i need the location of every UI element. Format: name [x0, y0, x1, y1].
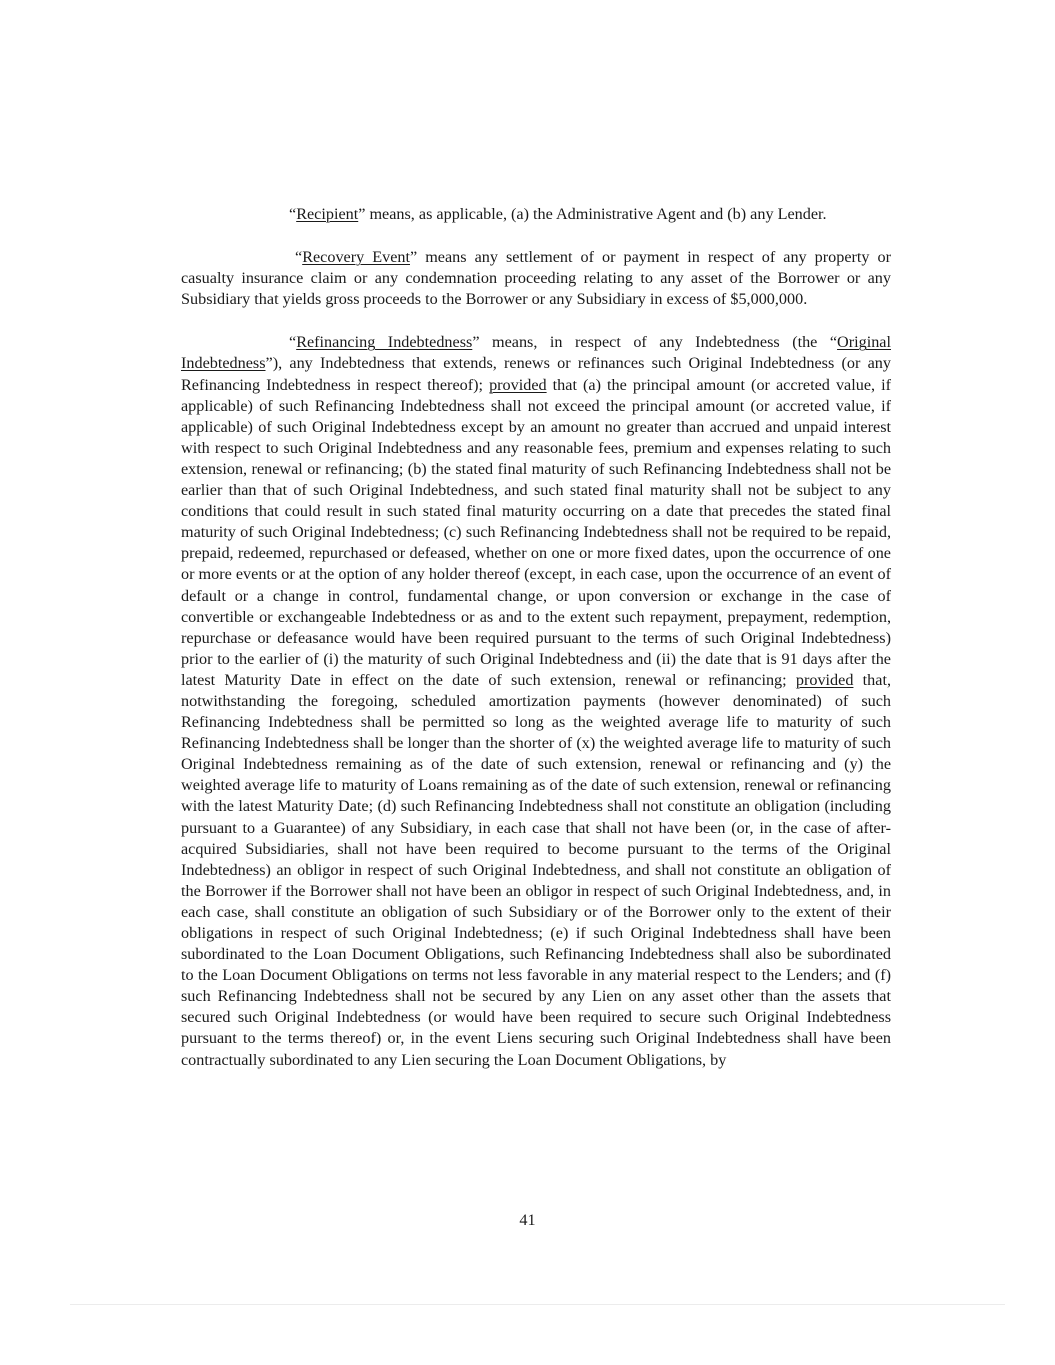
- page-divider: [70, 1304, 1005, 1305]
- definition-text: ” means, as applicable, (a) the Administrative Agent and (b) any Lender.: [358, 205, 827, 223]
- definition-text: that, notwithstanding the foregoing, scheduled amortization payments (however denominated) of such Refinancing Indebtedness shall be permitted so long as the weighted average life to maturity of such Refinancing Indebtedness shall be longer than the shorter of (x) the weighted average life to maturity of such Original Indebtedness remaining as of the date of such extension, renewal or refinancing and (y) the weighted average life to maturity of Loans remaining as of the date of such extension, renewal or refinancing with the latest Maturity Date; (d) such Refinancing Indebtedness shall not constitute an obligation (including pursuant to a Guarantee) of any Subsidiary, in each case that shall not have been (or, in the case of after-acquired Subsidiaries, shall not have been required to become pursuant to the terms of the Original Indebtedness) an obligor in respect of such Original Indebtedness, and shall not constitute an obligation of the Borrower if the Borrower shall not have been an obligor in respect of such Original Indebtedness, and, in each case, shall constitute an obligation of such Subsidiary or of the Borrower only to the extent of their obligations in respect of such Original Indebtedness; (e) if such Original Indebtedness shall have been subordinated to the Loan Document Obligations, such Refinancing Indebtedness shall also be subordinated to the Loan Document Obligations on terms not less favorable in any material respect to the Lenders; and (f) such Refinancing Indebtedness shall not be secured by any Lien on any asset other than the assets that secured such Original Indebtedness (or would have been required to secure such Original Indebtedness pursuant to the terms thereof) or, in the event Liens securing such Original Indebtedness shall have been contractually subordinated to any Lien securing the Loan Document Obligations, by: [181, 670, 891, 1069]
- open-quote: “: [289, 333, 297, 352]
- document-body: [181, 204, 891, 1071]
- definition-recovery-event: [181, 247, 891, 310]
- open-quote: “: [295, 248, 303, 267]
- proviso-term: provided: [489, 375, 547, 394]
- definition-text: ”), any Indebtedness that extends, renews or refinances such Original Indebtedness (or any Refinancing Indebtedness in respect thereof);: [181, 354, 891, 394]
- definition-refinancing-indebtedness: [181, 332, 891, 1070]
- defined-term: Recipient: [296, 205, 359, 223]
- defined-term: Refinancing Indebtedness: [296, 333, 473, 352]
- defined-term: Recovery Event: [302, 248, 410, 267]
- definition-recipient: [181, 204, 891, 225]
- proviso-term: provided: [795, 670, 854, 689]
- definition-text: ” means, in respect of any Indebtedness (the “: [472, 333, 838, 352]
- page-number: 41: [519, 1211, 536, 1229]
- defined-term: Original Indebtedness: [181, 333, 891, 373]
- definition-text: ” means any settlement of or payment in respect of any property or casualty insurance claim or any condemnation proceeding relating to any asset of the Borrower or any Subsidiary that yields gross proceeds to the Borrower or any Subsidiary in excess of $5,000,000.: [181, 248, 891, 309]
- open-quote: “: [289, 205, 297, 223]
- definition-text: that (a) the principal amount (or accreted value, if applicable) of such Refinancing Indebtedness shall not exceed the principal amount (or accreted value, if applicable) of such Original Indebtedness except by an amount no greater than accrued and unpaid interest with respect to such Original Indebtedness and any reasonable fees, premium and expenses relating to such extension, renewal or refinancing; (b) the stated final maturity of such Refinancing Indebtedness shall not be earlier than that of such Original Indebtedness, and such stated final maturity shall not be subject to any conditions that could result in such stated final maturity occurring on a date that precedes the stated final maturity of such Original Indebtedness; (c) such Refinancing Indebtedness shall not be required to be repaid, prepaid, redeemed, repurchased or defeased, whether on one or more fixed dates, upon the occurrence of one or more events or at the option of any holder thereof (except, in each case, upon the occurrence of an event of default or a change in control, fundamental change, or upon conversion or exchange in the case of convertible or exchangeable Indebtedness or as and to the extent such repayment, prepayment, redemption, repurchase or defeasance would have been required pursuant to the terms of such Original Indebtedness) prior to the earlier of (i) the maturity of such Original Indebtedness and (ii) the date that is 91 days after the latest Maturity Date in effect on the date of such extension, renewal or refinancing;: [181, 375, 891, 689]
